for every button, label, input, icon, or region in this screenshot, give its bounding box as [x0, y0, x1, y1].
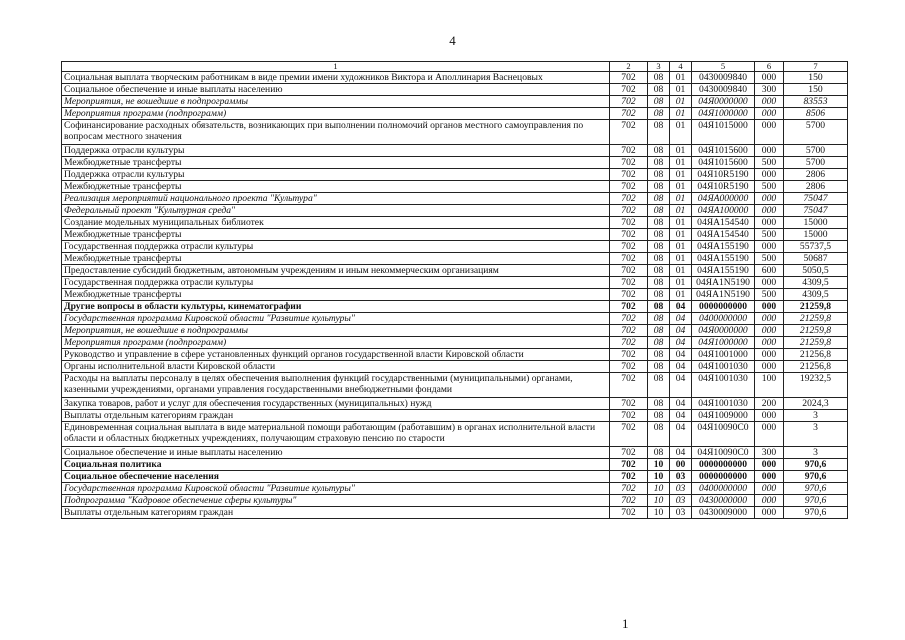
amount: 4309,5 — [784, 289, 848, 301]
row-name: Выплаты отдельным категориям граждан — [62, 410, 610, 422]
column-number-7: 7 — [784, 62, 848, 72]
row-name: Социальное обеспечение населения — [62, 471, 610, 483]
table-row — [62, 373, 848, 398]
table-row — [62, 181, 848, 193]
expense-type-code: 000 — [755, 120, 784, 145]
subsection-code: 01 — [670, 181, 692, 193]
expense-type-code: 000 — [755, 495, 784, 507]
row-name: Предоставление субсидий бюджетным, автономным учреждениям и иным некоммерческим организациям — [62, 265, 610, 277]
target-article-code: 0430009000 — [692, 507, 755, 519]
target-article-code: 04Я0000000 — [692, 96, 755, 108]
table-header-row — [62, 62, 848, 72]
table-row — [62, 205, 848, 217]
row-name: Создание модельных муниципальных библиотек — [62, 217, 610, 229]
table-row — [62, 96, 848, 108]
amount: 2806 — [784, 181, 848, 193]
department-code: 702 — [610, 169, 648, 181]
expense-type-code: 000 — [755, 241, 784, 253]
row-name: Мероприятия программ (подпрограмм) — [62, 108, 610, 120]
subsection-code: 01 — [670, 205, 692, 217]
section-code: 08 — [648, 253, 670, 265]
department-code: 702 — [610, 217, 648, 229]
amount: 19232,5 — [784, 373, 848, 398]
expense-type-code: 000 — [755, 422, 784, 447]
department-code: 702 — [610, 229, 648, 241]
subsection-code: 04 — [670, 447, 692, 459]
target-article-code: 04Я1001000 — [692, 349, 755, 361]
department-code: 702 — [610, 253, 648, 265]
subsection-code: 04 — [670, 361, 692, 373]
table-row — [62, 301, 848, 313]
expense-type-code: 000 — [755, 471, 784, 483]
section-code: 10 — [648, 507, 670, 519]
target-article-code: 04ЯA100000 — [692, 205, 755, 217]
amount: 150 — [784, 84, 848, 96]
target-article-code: 04Я1015600 — [692, 145, 755, 157]
department-code: 702 — [610, 193, 648, 205]
subsection-code: 04 — [670, 410, 692, 422]
amount: 21256,8 — [784, 349, 848, 361]
target-article-code: 04Я10090С0 — [692, 422, 755, 447]
row-name: Государственная поддержка отрасли культуры — [62, 277, 610, 289]
amount: 4309,5 — [784, 277, 848, 289]
department-code: 702 — [610, 471, 648, 483]
section-code: 08 — [648, 265, 670, 277]
department-code: 702 — [610, 483, 648, 495]
amount: 5700 — [784, 120, 848, 145]
row-name: Мероприятия, не вошедшие в подпрограммы — [62, 96, 610, 108]
target-article-code: 04ЯA154540 — [692, 217, 755, 229]
section-code: 08 — [648, 277, 670, 289]
expense-type-code: 300 — [755, 447, 784, 459]
expense-type-code: 500 — [755, 229, 784, 241]
amount: 21259,8 — [784, 325, 848, 337]
target-article-code: 04ЯA155190 — [692, 253, 755, 265]
target-article-code: 0000000000 — [692, 301, 755, 313]
target-article-code: 04Я0000000 — [692, 325, 755, 337]
table-row — [62, 410, 848, 422]
department-code: 702 — [610, 145, 648, 157]
section-code: 08 — [648, 169, 670, 181]
amount: 5050,5 — [784, 265, 848, 277]
expense-type-code: 000 — [755, 217, 784, 229]
expense-type-code: 000 — [755, 325, 784, 337]
column-number-6: 6 — [755, 62, 784, 72]
target-article-code: 04Я10R5190 — [692, 181, 755, 193]
amount: 2806 — [784, 169, 848, 181]
table-row — [62, 289, 848, 301]
expense-type-code: 000 — [755, 313, 784, 325]
subsection-code: 01 — [670, 72, 692, 84]
department-code: 702 — [610, 181, 648, 193]
target-article-code: 0000000000 — [692, 459, 755, 471]
row-name: Поддержка отрасли культуры — [62, 145, 610, 157]
section-code: 08 — [648, 301, 670, 313]
amount: 75047 — [784, 193, 848, 205]
amount: 15000 — [784, 229, 848, 241]
expense-type-code: 100 — [755, 373, 784, 398]
target-article-code: 0400000000 — [692, 313, 755, 325]
department-code: 702 — [610, 422, 648, 447]
subsection-code: 01 — [670, 289, 692, 301]
department-code: 702 — [610, 495, 648, 507]
amount: 21259,8 — [784, 301, 848, 313]
department-code: 702 — [610, 265, 648, 277]
subsection-code: 00 — [670, 459, 692, 471]
subsection-code: 01 — [670, 217, 692, 229]
table-row — [62, 483, 848, 495]
row-name: Социальное обеспечение и иные выплаты населению — [62, 447, 610, 459]
department-code: 702 — [610, 373, 648, 398]
expense-type-code: 000 — [755, 205, 784, 217]
row-name: Выплаты отдельным категориям граждан — [62, 507, 610, 519]
table-row — [62, 349, 848, 361]
department-code: 702 — [610, 313, 648, 325]
subsection-code: 01 — [670, 253, 692, 265]
subsection-code: 01 — [670, 229, 692, 241]
expense-type-code: 300 — [755, 84, 784, 96]
row-name: Социальное обеспечение и иные выплаты населению — [62, 84, 610, 96]
department-code: 702 — [610, 241, 648, 253]
subsection-code: 04 — [670, 337, 692, 349]
department-code: 702 — [610, 289, 648, 301]
section-code: 08 — [648, 120, 670, 145]
amount: 21256,8 — [784, 361, 848, 373]
row-name: Государственная программа Кировской области "Развитие культуры" — [62, 483, 610, 495]
department-code: 702 — [610, 84, 648, 96]
row-name: Руководство и управление в сфере установленных функций органов государственной власти Кировской области — [62, 349, 610, 361]
table-row — [62, 277, 848, 289]
expense-type-code: 000 — [755, 349, 784, 361]
column-number-5: 5 — [692, 62, 755, 72]
table-row — [62, 447, 848, 459]
table-row — [62, 337, 848, 349]
subsection-code: 04 — [670, 325, 692, 337]
section-code: 10 — [648, 459, 670, 471]
expense-type-code: 000 — [755, 361, 784, 373]
table-row — [62, 361, 848, 373]
section-code: 10 — [648, 495, 670, 507]
section-code: 08 — [648, 157, 670, 169]
amount: 21259,8 — [784, 313, 848, 325]
amount: 970,6 — [784, 495, 848, 507]
amount: 5700 — [784, 145, 848, 157]
row-name: Межбюджетные трансферты — [62, 289, 610, 301]
subsection-code: 01 — [670, 193, 692, 205]
target-article-code: 0430000000 — [692, 495, 755, 507]
section-code: 08 — [648, 325, 670, 337]
section-code: 08 — [648, 361, 670, 373]
table-row — [62, 229, 848, 241]
subsection-code: 01 — [670, 169, 692, 181]
table-row — [62, 313, 848, 325]
amount: 5700 — [784, 157, 848, 169]
subsection-code: 01 — [670, 96, 692, 108]
section-code: 08 — [648, 229, 670, 241]
row-name: Органы исполнительной власти Кировской области — [62, 361, 610, 373]
section-code: 10 — [648, 471, 670, 483]
subsection-code: 01 — [670, 241, 692, 253]
row-name: Другие вопросы в области культуры, кинематографии — [62, 301, 610, 313]
subsection-code: 04 — [670, 373, 692, 398]
section-code: 08 — [648, 205, 670, 217]
subsection-code: 03 — [670, 507, 692, 519]
section-code: 08 — [648, 447, 670, 459]
expense-type-code: 000 — [755, 459, 784, 471]
section-code: 08 — [648, 241, 670, 253]
amount: 21259,8 — [784, 337, 848, 349]
section-code: 08 — [648, 72, 670, 84]
table-row — [62, 169, 848, 181]
table-row — [62, 325, 848, 337]
target-article-code: 04Я1015000 — [692, 120, 755, 145]
expense-type-code: 000 — [755, 96, 784, 108]
amount: 83553 — [784, 96, 848, 108]
table-row — [62, 217, 848, 229]
section-code: 10 — [648, 483, 670, 495]
row-name: Поддержка отрасли культуры — [62, 169, 610, 181]
subsection-code: 01 — [670, 108, 692, 120]
target-article-code: 04Я1001030 — [692, 398, 755, 410]
amount: 970,6 — [784, 507, 848, 519]
expense-type-code: 000 — [755, 193, 784, 205]
amount: 50687 — [784, 253, 848, 265]
row-name: Межбюджетные трансферты — [62, 253, 610, 265]
target-article-code: 04ЯA154540 — [692, 229, 755, 241]
section-code: 08 — [648, 84, 670, 96]
row-name: Межбюджетные трансферты — [62, 229, 610, 241]
row-name: Государственная поддержка отрасли культуры — [62, 241, 610, 253]
department-code: 702 — [610, 108, 648, 120]
column-number-3: 3 — [648, 62, 670, 72]
subsection-code: 03 — [670, 483, 692, 495]
target-article-code: 0400000000 — [692, 483, 755, 495]
target-article-code: 0430009840 — [692, 84, 755, 96]
table-row — [62, 507, 848, 519]
row-name: Мероприятия программ (подпрограмм) — [62, 337, 610, 349]
table-row — [62, 495, 848, 507]
subsection-code: 04 — [670, 301, 692, 313]
table-row — [62, 471, 848, 483]
table-row — [62, 459, 848, 471]
target-article-code: 04Я1001030 — [692, 373, 755, 398]
expense-type-code: 500 — [755, 181, 784, 193]
subsection-code: 01 — [670, 145, 692, 157]
target-article-code: 0430009840 — [692, 72, 755, 84]
row-name: Федеральный проект "Культурная среда" — [62, 205, 610, 217]
department-code: 702 — [610, 447, 648, 459]
subsection-code: 01 — [670, 265, 692, 277]
table-row — [62, 193, 848, 205]
expense-type-code: 000 — [755, 277, 784, 289]
table-row — [62, 265, 848, 277]
department-code: 702 — [610, 361, 648, 373]
expense-type-code: 600 — [755, 265, 784, 277]
expense-type-code: 000 — [755, 108, 784, 120]
amount: 15000 — [784, 217, 848, 229]
section-code: 08 — [648, 398, 670, 410]
row-name: Единовременная социальная выплата в виде материальной помощи работающим (работавшим) в органах исполнительной власти области и областных бюджетных учреждениях, получающим страховую пенсию по старости — [62, 422, 610, 447]
target-article-code: 04Я1015600 — [692, 157, 755, 169]
section-code: 08 — [648, 217, 670, 229]
expense-type-code: 000 — [755, 72, 784, 84]
target-article-code: 04Я1009000 — [692, 410, 755, 422]
target-article-code: 04Я1000000 — [692, 337, 755, 349]
target-article-code: 04Я1001030 — [692, 361, 755, 373]
target-article-code: 04ЯA155190 — [692, 265, 755, 277]
department-code: 702 — [610, 507, 648, 519]
footer-mark: 1 — [622, 616, 629, 631]
table-row — [62, 253, 848, 265]
table-row — [62, 145, 848, 157]
expense-type-code: 500 — [755, 157, 784, 169]
amount: 150 — [784, 72, 848, 84]
expense-type-code: 500 — [755, 253, 784, 265]
section-code: 08 — [648, 145, 670, 157]
section-code: 08 — [648, 410, 670, 422]
department-code: 702 — [610, 337, 648, 349]
amount: 8506 — [784, 108, 848, 120]
table-row — [62, 72, 848, 84]
target-article-code: 04ЯA155190 — [692, 241, 755, 253]
department-code: 702 — [610, 301, 648, 313]
subsection-code: 03 — [670, 495, 692, 507]
amount: 2024,3 — [784, 398, 848, 410]
expense-type-code: 000 — [755, 483, 784, 495]
expense-type-code: 200 — [755, 398, 784, 410]
target-article-code: 04Я1000000 — [692, 108, 755, 120]
expense-type-code: 000 — [755, 169, 784, 181]
table-row — [62, 157, 848, 169]
amount: 970,6 — [784, 459, 848, 471]
table-row — [62, 398, 848, 410]
row-name: Межбюджетные трансферты — [62, 157, 610, 169]
row-name: Межбюджетные трансферты — [62, 181, 610, 193]
department-code: 702 — [610, 120, 648, 145]
section-code: 08 — [648, 422, 670, 447]
amount: 3 — [784, 422, 848, 447]
target-article-code: 04Я10R5190 — [692, 169, 755, 181]
section-code: 08 — [648, 337, 670, 349]
column-number-1: 1 — [62, 62, 610, 72]
subsection-code: 01 — [670, 84, 692, 96]
target-article-code: 04ЯA1N5190 — [692, 289, 755, 301]
target-article-code: 04ЯA000000 — [692, 193, 755, 205]
expense-type-code: 000 — [755, 301, 784, 313]
expense-type-code: 500 — [755, 289, 784, 301]
subsection-code: 04 — [670, 398, 692, 410]
department-code: 702 — [610, 349, 648, 361]
row-name: Социальная выплата творческим работникам в виде премии имени художников Виктора и Аполлинария Васнецовых — [62, 72, 610, 84]
target-article-code: 0000000000 — [692, 471, 755, 483]
department-code: 702 — [610, 398, 648, 410]
subsection-code: 01 — [670, 277, 692, 289]
subsection-code: 03 — [670, 471, 692, 483]
target-article-code: 04Я10090С0 — [692, 447, 755, 459]
department-code: 702 — [610, 96, 648, 108]
subsection-code: 01 — [670, 120, 692, 145]
section-code: 08 — [648, 181, 670, 193]
expense-type-code: 000 — [755, 410, 784, 422]
row-name: Государственная программа Кировской области "Развитие культуры" — [62, 313, 610, 325]
department-code: 702 — [610, 72, 648, 84]
row-name: Мероприятия, не вошедшие в подпрограммы — [62, 325, 610, 337]
section-code: 08 — [648, 96, 670, 108]
table-row — [62, 120, 848, 145]
section-code: 08 — [648, 313, 670, 325]
department-code: 702 — [610, 157, 648, 169]
table-row — [62, 422, 848, 447]
expense-type-code: 000 — [755, 145, 784, 157]
row-name: Закупка товаров, работ и услуг для обеспечения государственных (муниципальных) нужд — [62, 398, 610, 410]
amount: 75047 — [784, 205, 848, 217]
row-name: Социальная политика — [62, 459, 610, 471]
amount: 970,6 — [784, 483, 848, 495]
section-code: 08 — [648, 193, 670, 205]
subsection-code: 04 — [670, 313, 692, 325]
amount: 55737,5 — [784, 241, 848, 253]
subsection-code: 04 — [670, 422, 692, 447]
row-name: Софинансирование расходных обязательств, возникающих при выполнении полномочий органов местного самоуправления по вопросам местного значения — [62, 120, 610, 145]
section-code: 08 — [648, 108, 670, 120]
row-name: Подпрограмма "Кадровое обеспечение сферы культуры" — [62, 495, 610, 507]
amount: 970,6 — [784, 471, 848, 483]
expense-type-code: 000 — [755, 337, 784, 349]
section-code: 08 — [648, 373, 670, 398]
department-code: 702 — [610, 205, 648, 217]
section-code: 08 — [648, 289, 670, 301]
department-code: 702 — [610, 410, 648, 422]
table-row — [62, 84, 848, 96]
department-code: 702 — [610, 277, 648, 289]
table-row — [62, 241, 848, 253]
subsection-code: 04 — [670, 349, 692, 361]
amount: 3 — [784, 447, 848, 459]
page-number: 4 — [449, 33, 456, 48]
row-name: Реализация мероприятий национального проекта "Культура" — [62, 193, 610, 205]
row-name: Расходы на выплаты персоналу в целях обеспечения выполнения функций государственными (муниципальными) органами, казенными учреждениями, органами управления государственными внебюджетными фондами — [62, 373, 610, 398]
subsection-code: 01 — [670, 157, 692, 169]
department-code: 702 — [610, 459, 648, 471]
column-number-2: 2 — [610, 62, 648, 72]
section-code: 08 — [648, 349, 670, 361]
budget-table — [61, 61, 848, 519]
table-row — [62, 108, 848, 120]
amount: 3 — [784, 410, 848, 422]
target-article-code: 04ЯA1N5190 — [692, 277, 755, 289]
department-code: 702 — [610, 325, 648, 337]
expense-type-code: 000 — [755, 507, 784, 519]
column-number-4: 4 — [670, 62, 692, 72]
